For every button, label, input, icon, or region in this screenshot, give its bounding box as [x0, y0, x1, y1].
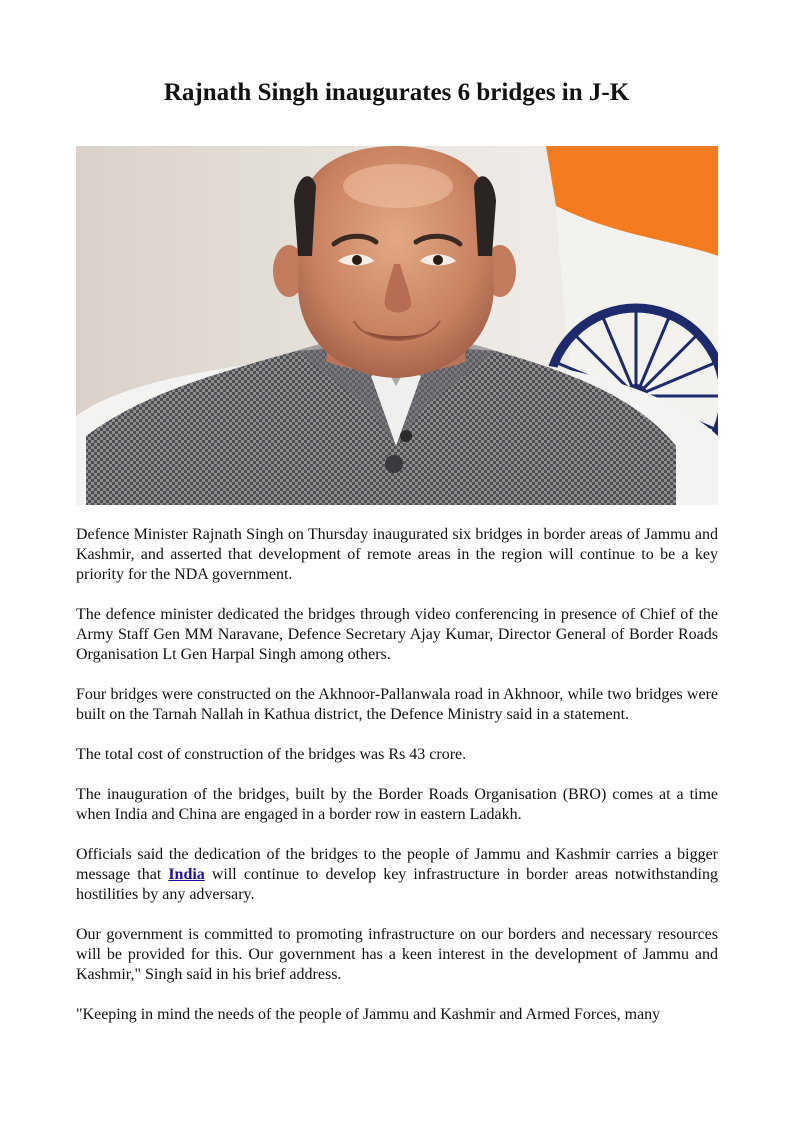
article-photo [76, 146, 718, 505]
paragraph-5: The inauguration of the bridges, built by the Border Roads Organisation (BRO) comes at a time when India and China are engaged in a border row in eastern Ladakh. [76, 786, 718, 823]
paragraph-7: Our government is committed to promoting infrastructure on our borders and necessary resources will be provided for this. Our government has a keen interest in the development of Jammu and Kashmir," Singh said in his brief address. [76, 926, 718, 983]
button-icon [385, 455, 403, 473]
article-body [76, 525, 718, 1025]
paragraph-1: Defence Minister Rajnath Singh on Thursday inaugurated six bridges in border areas of Jammu and Kashmir, and asserted that development of remote areas in the region will continue to be a key priority for the NDA government. [76, 526, 718, 583]
paragraph-6-text-before: Officials said the dedication of the bridges to the people of Jammu and Kashmir carries a bigger message that [76, 846, 718, 883]
button-icon [400, 430, 412, 442]
paragraph-3: Four bridges were constructed on the Akhnoor-Pallanwala road in Akhnoor, while two bridges were built on the Tarnah Nallah in Kathua district, the Defence Ministry said in a statement. [76, 686, 718, 723]
article-title: Rajnath Singh inaugurates 6 bridges in J-K [163, 79, 630, 106]
paragraph-4: The total cost of construction of the bridges was Rs 43 crore. [76, 746, 467, 763]
paragraph-6-text-after: will continue to develop key infrastructure in border areas notwithstanding hostilities by any adversary. [76, 866, 718, 903]
india-link[interactable]: India [168, 866, 205, 883]
portrait-illustration [76, 146, 718, 505]
paragraph-8: "Keeping in mind the needs of the people of Jammu and Kashmir and Armed Forces, many [76, 1006, 661, 1023]
paragraph-6 [76, 845, 718, 905]
paragraph-2: The defence minister dedicated the bridges through video conferencing in presence of Chief of the Army Staff Gen MM Naravane, Defence Secretary Ajay Kumar, Director General of Border Roads Organisation Lt Gen Harpal Singh among others. [76, 606, 718, 663]
